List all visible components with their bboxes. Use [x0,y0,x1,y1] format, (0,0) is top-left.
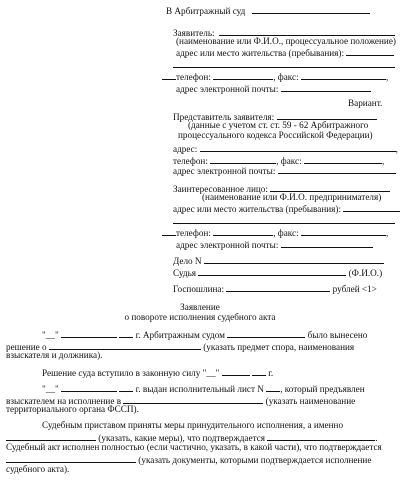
fax-blank [301,70,386,80]
p3-date-quote: "__" [42,384,59,394]
p1-subject-blank [49,340,201,350]
court-line [166,4,370,17]
interested-email-label: адрес электронной почты: [176,240,279,250]
judge-blank [198,266,346,276]
applicant-desc: (наименование или Ф.И.О., процессуальное положение) [176,36,396,46]
rep-desc-2: процессуального кодекса Российской Федерации) [178,130,373,140]
p4-line3: Судебный акт исполнен полностью (если частично, указать, в какой части), что подтверждается [6,442,382,452]
p2-line [42,366,273,379]
interested-phone-blank [213,226,273,236]
p4-line1: Судебным приставом приняты меры принудительного исполнения, а именно [42,420,344,430]
p3-text-b: г. выдан исполнительный лист N [135,384,264,394]
p1-court-blank [227,328,305,338]
rep-fax-label: , факс: [276,156,302,166]
applicant-address-label: адрес или место жительства (пребывания): [176,48,345,58]
p2-text-a: Решение суда вступило в законную силу "__" [42,368,220,378]
p3-number-blank [266,382,280,392]
p1-date-quote: "__" [42,330,59,340]
p3-year-blank [119,382,133,392]
p3-line3: территориального органа ФССП). [6,404,139,414]
p1-year-blank [119,328,133,338]
p4-confirm-blank [267,431,378,443]
p2-month-blank [222,366,250,376]
p3-text-e: (указать наименование [265,396,356,406]
p1-text-b: г. Арбитражным судом [135,330,225,340]
p1-text-c: было вынесено [307,330,368,340]
p3-text-d: взыскателем на исполнение в [6,396,122,406]
rep-blank [277,110,377,120]
p3-month-blank [61,382,117,392]
p4-documents-blank [6,453,136,463]
case-blank [204,254,384,264]
applicant-blank [219,26,395,36]
p4-text-c: . [375,433,378,443]
rep-desc-1: (данные с учетом ст. ст. 59 - 62 Арбитражного [188,120,369,130]
applicant-label: Заявитель: [173,28,215,38]
interested-email-blank [281,238,373,248]
rep-address-blank [200,142,396,152]
fee-unit: рублей <1> [332,284,377,294]
rep-email-line [173,164,396,177]
applicant-phone-line: телефон: , факс: , [162,70,388,83]
interested-label: Заинтересованное лицо: [173,184,268,194]
p4-line5: судебного акта). [6,464,70,474]
interested-desc: (наименование или Ф.И.О. предпринимателя) [202,192,382,202]
interested-blank [270,182,390,192]
interested-email-line [176,238,373,251]
applicant-address-blank [346,46,394,56]
p2-text-b: г. [268,368,274,378]
judge-fio: (Ф.И.О.) [348,268,383,278]
interested-phone-label: телефон: [176,228,211,238]
rep-fax-blank [304,154,382,164]
p4-measures-blank [6,431,96,441]
variant-label: Вариант. [348,98,383,108]
p1-text-e: (указать предмет спора, наименования [203,342,355,352]
applicant-email-line [176,82,371,95]
rep-address-label: адрес: [173,144,198,154]
interested-fax-blank [301,226,386,236]
document-subtitle: о повороте исполнения судебного акта [124,312,276,322]
fee-blank [226,282,330,292]
email-label: адрес электронной почты: [176,84,279,94]
fee-line [173,282,377,295]
case-label: Дело N [173,256,202,266]
interested-address-blank [343,202,400,212]
p4-text-b: (указать, какие меры), что подтверждается [98,433,265,443]
fax-label: , факс: [273,72,299,82]
rep-email-label: адрес электронной почты: [173,166,276,176]
document-title: Заявление [180,302,220,312]
rep-email-blank [278,164,396,174]
rep-label: Представитель заявителя: [173,112,275,122]
p3-organ-blank [123,394,263,404]
interested-address-label: адрес или место жительства (пребывания): [173,204,342,214]
applicant-extra-blank [173,58,395,68]
rep-phone-blank [210,154,276,164]
email-blank [281,82,371,92]
judge-line [173,266,382,279]
interested-phone-line: телефон: , факс: , [162,226,388,239]
judge-label: Судья [173,268,197,278]
rep-address-line: адрес: , [173,144,398,154]
rep-phone-line: телефон: , факс: , [173,156,385,166]
p1-text-d: решение о [6,342,47,352]
interested-extra-blank [173,214,395,224]
p2-year-blank [252,366,266,376]
rep-phone-label: телефон: [173,156,208,166]
interested-fax-label: , факс: [273,228,299,238]
fee-label: Госпошлина: [173,284,225,294]
phone-label: телефон: [176,72,211,82]
p1-line3: взыскателя и должника). [6,350,103,360]
p4-text-d: (указать документы, которыми подтверждается исполнение [138,455,372,465]
phone-blank [213,70,273,80]
court-blank [252,4,370,14]
phone-prefix-blank [162,70,176,80]
court-label: В Арбитражный суд [166,6,246,16]
interested-phone-prefix [162,226,176,236]
p3-text-c: , который предъявлен [280,384,365,394]
p1-month-blank [61,328,117,338]
